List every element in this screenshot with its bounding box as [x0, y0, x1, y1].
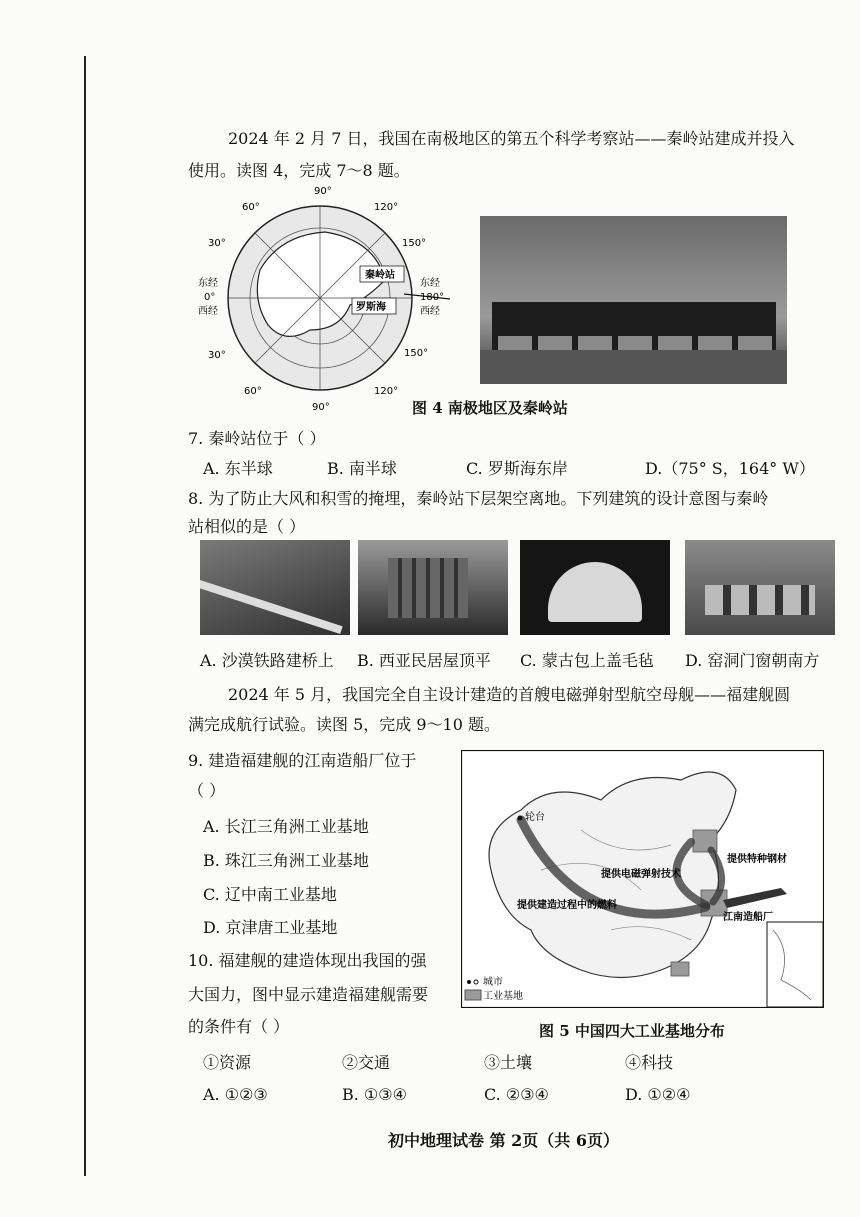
intro1-line1: 2024 年 2 月 7 日，我国在南极地区的第五个科学考察站——秦岭站建成并投入 — [228, 129, 795, 148]
label-120-tr: 120° — [374, 202, 399, 213]
fig5-caption: 图 5 中国四大工业基地分布 — [539, 1022, 725, 1040]
q7-option-a[interactable]: A. 东半球 — [203, 459, 273, 478]
fig4-caption: 图 4 南极地区及秦岭站 — [412, 399, 568, 417]
label-90-bottom: 90° — [312, 402, 330, 413]
label-30-lb: 30° — [208, 350, 226, 361]
label-fuel: 提供建造过程中的燃料 — [517, 900, 617, 911]
label-120-br: 120° — [374, 386, 399, 397]
page-footer: 初中地理试卷 第 2页（共 6页） — [388, 1131, 619, 1150]
q8-line1: 8. 为了防止大风和积雪的掩埋，秦岭站下层架空离地。下列建筑的设计意图与秦岭 — [188, 489, 769, 508]
intro2-line2: 满完成航行试验。读图 5，完成 9～10 题。 — [188, 715, 500, 734]
china-industrial-base-map — [461, 750, 824, 1008]
binding-line — [84, 56, 86, 1176]
q9-option-d[interactable]: D. 京津唐工业基地 — [203, 918, 338, 937]
q10-item-3: ③土壤 — [484, 1053, 533, 1072]
q10-option-b[interactable]: B. ①③④ — [342, 1085, 407, 1104]
q10-line3: 的条件有（ ） — [188, 1017, 290, 1036]
intro2-line1: 2024 年 5 月，我国完全自主设计建造的首艘电磁弹射型航空母舰——福建舰圆 — [228, 685, 791, 704]
q10-option-a[interactable]: A. ①②③ — [203, 1085, 268, 1104]
label-60-bl: 60° — [244, 386, 262, 397]
q8-option-d[interactable]: D. 窑洞门窗朝南方 — [685, 651, 820, 670]
q10-line1: 10. 福建舰的建造体现出我国的强 — [188, 951, 427, 970]
qinling-station-photo — [480, 216, 787, 384]
label-30-l: 30° — [208, 238, 226, 249]
q10-item-4: ④科技 — [625, 1053, 674, 1072]
q9-line2: （ ） — [188, 781, 226, 800]
q10-item-2: ②交通 — [342, 1053, 391, 1072]
q10-option-d[interactable]: D. ①②④ — [625, 1085, 691, 1104]
label-180: 180° — [420, 292, 445, 303]
cave-dwelling-photo — [685, 540, 835, 635]
q10-item-1: ①资源 — [203, 1053, 252, 1072]
q8-line2: 站相似的是（ ） — [188, 517, 306, 536]
label-east-r: 东经 — [420, 278, 440, 289]
label-east-l: 东经 — [198, 278, 218, 289]
label-luntai: 轮台 — [525, 812, 545, 823]
label-90-top: 90° — [314, 186, 332, 197]
q8-option-b[interactable]: B. 西亚民居屋顶平 — [357, 651, 491, 670]
q7-option-d[interactable]: D.（75° S，164° W） — [645, 459, 815, 478]
label-west-r: 西经 — [420, 306, 440, 317]
label-60-tl: 60° — [242, 202, 260, 213]
desert-railway-photo — [200, 540, 350, 635]
q7-option-b[interactable]: B. 南半球 — [327, 459, 397, 478]
label-150-r: 150° — [402, 238, 427, 249]
label-special-steel: 提供特种钢材 — [727, 854, 787, 865]
label-shipyard: 江南造船厂 — [723, 912, 773, 923]
q9-option-b[interactable]: B. 珠江三角洲工业基地 — [203, 851, 369, 870]
q9-option-a[interactable]: A. 长江三角洲工业基地 — [203, 817, 369, 836]
legend-city: 城市 — [483, 977, 503, 988]
q9-line1: 9. 建造福建舰的江南造船厂位于 — [188, 751, 417, 770]
q7-option-c[interactable]: C. 罗斯海东岸 — [466, 459, 568, 478]
q7-stem: 7. 秦岭站位于（ ） — [188, 429, 326, 448]
label-150-rb: 150° — [404, 348, 429, 359]
label-qinling: 秦岭站 — [365, 270, 395, 281]
antarctica-map — [190, 180, 450, 415]
label-zero: 0° — [204, 292, 216, 303]
q9-option-c[interactable]: C. 辽中南工业基地 — [203, 885, 337, 904]
label-west-l: 西经 — [198, 306, 218, 317]
q8-option-c[interactable]: C. 蒙古包上盖毛毡 — [520, 651, 654, 670]
legend-industrial-base: 工业基地 — [483, 991, 523, 1002]
west-asia-house-photo — [358, 540, 508, 635]
q10-option-c[interactable]: C. ②③④ — [484, 1085, 549, 1104]
mongolian-yurt-photo — [520, 540, 670, 635]
q10-line2: 大国力，图中显示建造福建舰需要 — [188, 985, 429, 1004]
label-em-tech: 提供电磁弹射技术 — [601, 869, 681, 880]
q8-option-a[interactable]: A. 沙漠铁路建桥上 — [200, 651, 334, 670]
label-ross: 罗斯海 — [356, 302, 386, 313]
intro1-line2: 使用。读图 4，完成 7～8 题。 — [188, 161, 410, 180]
